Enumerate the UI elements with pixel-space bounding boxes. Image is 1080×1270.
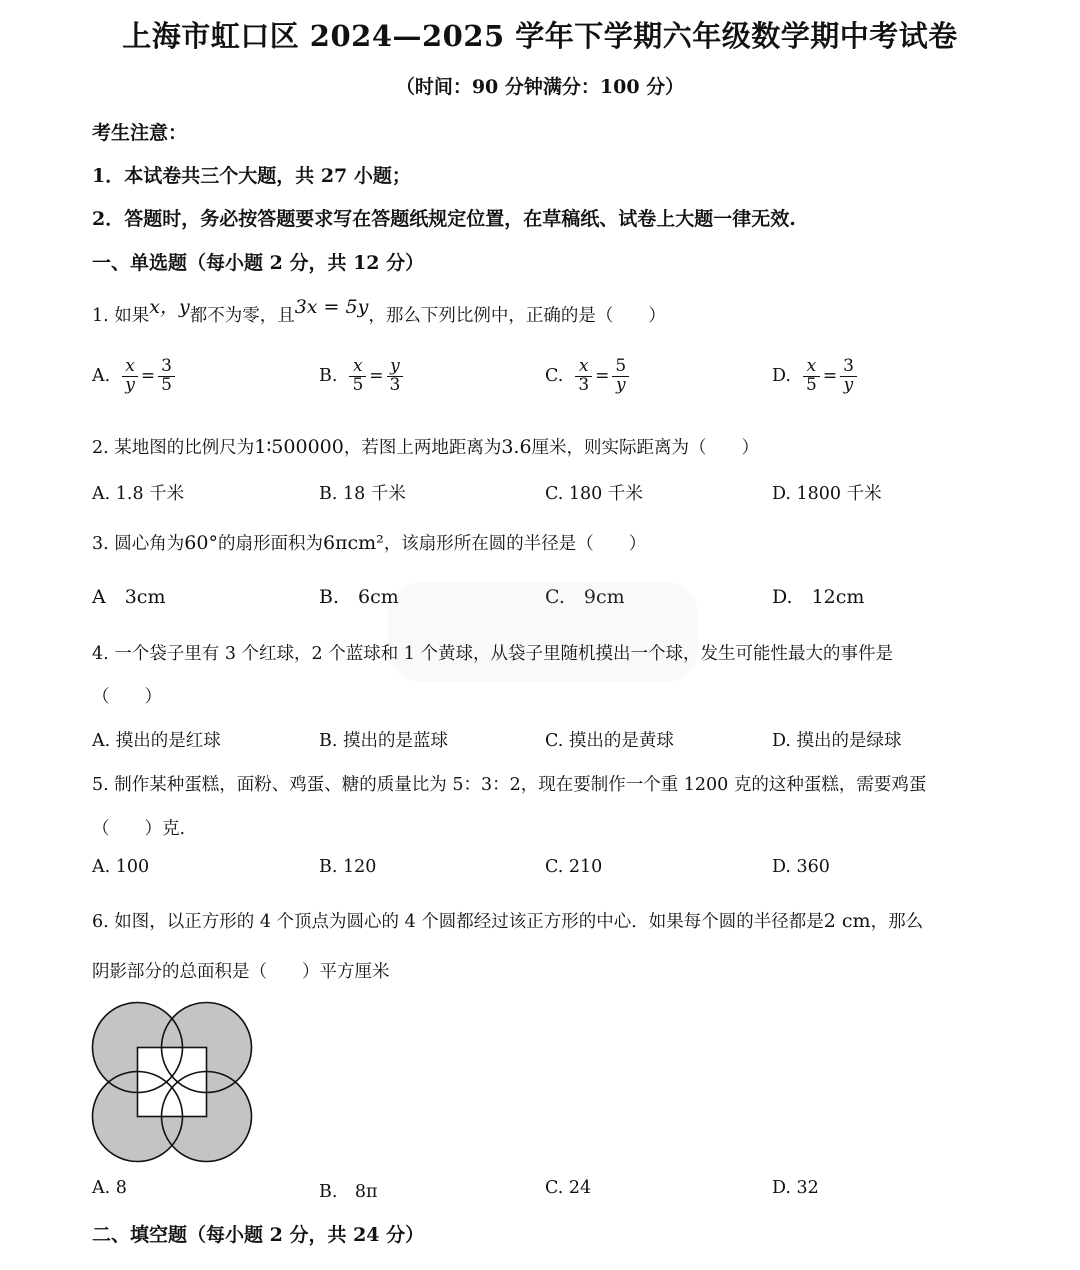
q5-option-b[interactable]: B. 120 bbox=[319, 857, 377, 877]
q4-option-d[interactable]: D. 摸出的是绿球 bbox=[772, 731, 902, 751]
notes-heading: 考生注意： bbox=[92, 122, 188, 144]
note-item-1: 1．本试卷共三个大题，共 27 小题； bbox=[92, 165, 411, 187]
q3-option-d[interactable]: D. 12cm bbox=[772, 586, 865, 608]
q5-option-d[interactable]: D. 360 bbox=[772, 857, 830, 877]
q6-option-c[interactable]: C. 24 bbox=[545, 1178, 592, 1198]
q4-option-b[interactable]: B. 摸出的是蓝球 bbox=[319, 731, 448, 751]
q6-option-b[interactable]: B. 8π bbox=[319, 1182, 378, 1202]
question-2: 2. 某地图的比例尺为1∶500000，若图上两地距离为3.6厘米，则实际距离为（ ） bbox=[92, 436, 760, 458]
question-4-line-1: 4. 一个袋子里有 3 个红球，2 个蓝球和 1 个黄球，从袋子里随机摸出一个球，发生可能性最大的事件是 bbox=[92, 644, 893, 664]
q6-option-d[interactable]: D. 32 bbox=[772, 1178, 819, 1198]
q2-option-d[interactable]: D. 1800 千米 bbox=[772, 484, 882, 504]
exam-title: 上海市虹口区 2024—2025 学年下学期六年级数学期中考试卷 bbox=[122, 19, 958, 53]
q2-option-b[interactable]: B. 18 千米 bbox=[319, 484, 406, 504]
q6-option-a[interactable]: A. 8 bbox=[92, 1178, 127, 1198]
q1-vars: x，y bbox=[149, 296, 190, 318]
q3-option-b[interactable]: B. 6cm bbox=[319, 586, 399, 608]
q1-option-c[interactable]: C. $\frac{x}{3}$ = $\frac{5}{y}$ bbox=[545, 358, 631, 395]
exam-subtitle: （时间：90 分钟满分：100 分） bbox=[395, 76, 685, 98]
question-3: 3. 圆心角为60°的扇形面积为6πcm²，该扇形所在圆的半径是（ ） bbox=[92, 532, 647, 554]
question-4-line-2: （ ） bbox=[92, 687, 162, 707]
question-5-line-1: 5. 制作某种蛋糕，面粉、鸡蛋、糖的质量比为 5：3：2，现在要制作一个重 1200 克的这种蛋糕，需要鸡蛋 bbox=[92, 775, 927, 795]
q1-pre: 1. 如果 bbox=[92, 306, 150, 326]
note-item-2: 2．答题时，务必按答题要求写在答题纸规定位置，在草稿纸、试卷上大题一律无效. bbox=[92, 208, 796, 230]
section1-heading: 一、单选题（每小题 2 分，共 12 分） bbox=[92, 252, 425, 274]
q1-option-d[interactable]: D. $\frac{x}{5}$ = $\frac{3}{y}$ bbox=[772, 358, 859, 395]
q1-mid: 都不为零，且 bbox=[189, 306, 295, 326]
q6-radius: 2 cm bbox=[823, 910, 871, 932]
q1-post: ，那么下列比例中，正确的是（ ） bbox=[368, 306, 666, 326]
q3-option-c[interactable]: C. 9cm bbox=[545, 586, 625, 608]
question-5-line-2: （ ）克. bbox=[92, 819, 186, 839]
q5-option-a[interactable]: A. 100 bbox=[92, 857, 150, 877]
q5-option-c[interactable]: C. 210 bbox=[545, 857, 603, 877]
q1-option-b[interactable]: B. $\frac{x}{5}$ = $\frac{y}{3}$ bbox=[319, 358, 405, 395]
q1-equation: 3x = 5y bbox=[294, 296, 369, 318]
q3-option-a[interactable]: A 3cm bbox=[92, 586, 166, 608]
four-circles-square-figure bbox=[88, 998, 258, 1166]
unshaded-square-interior bbox=[138, 1048, 207, 1117]
q2-option-c[interactable]: C. 180 千米 bbox=[545, 484, 643, 504]
q1-option-a[interactable]: A. $\frac{x}{y}$ = $\frac{3}{5}$ bbox=[92, 358, 177, 395]
section2-heading: 二、填空题（每小题 2 分，共 24 分） bbox=[92, 1224, 425, 1246]
faint-watermark-badge bbox=[388, 582, 698, 682]
q3-angle: 60° bbox=[184, 532, 218, 554]
question-6-line-2: 阴影部分的总面积是（ ）平方厘米 bbox=[92, 962, 390, 982]
q2-distance: 3.6 bbox=[501, 436, 532, 458]
q2-ratio: 1∶500000 bbox=[254, 436, 344, 458]
question-1 bbox=[92, 296, 666, 327]
question-6-line-1: 6. 如图，以正方形的 4 个顶点为圆心的 4 个圆都经过该正方形的中心．如果每个圆的半径都是2 cm，那么 bbox=[92, 910, 924, 932]
q3-area: 6πcm² bbox=[322, 532, 384, 554]
q4-option-c[interactable]: C. 摸出的是黄球 bbox=[545, 731, 674, 751]
q2-option-a[interactable]: A. 1.8 千米 bbox=[92, 484, 185, 504]
q4-option-a[interactable]: A. 摸出的是红球 bbox=[92, 731, 221, 751]
